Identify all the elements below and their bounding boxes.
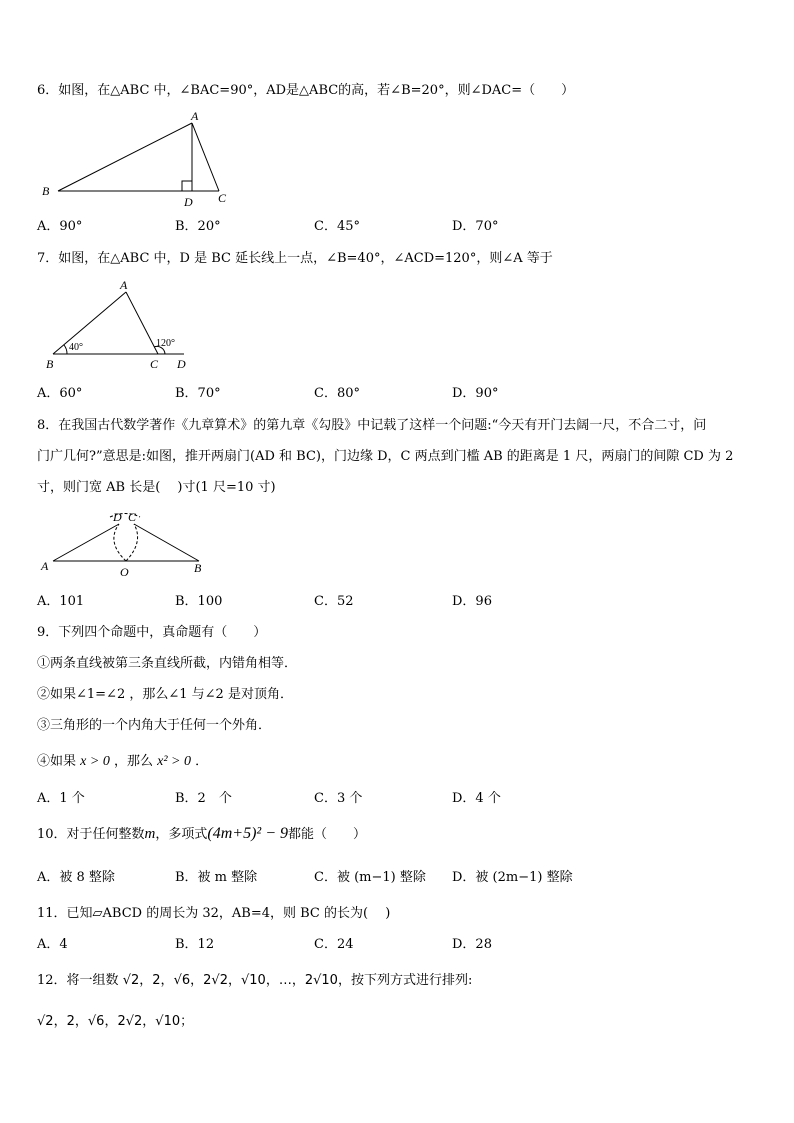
- q12-seq-4: 2√2: [203, 973, 228, 988]
- q12-row-1: √2，2，√6，2√2，√10；: [37, 1014, 194, 1029]
- q8-option-c[interactable]: C．52: [314, 594, 354, 609]
- q7-angle-acd: 120°: [156, 338, 175, 349]
- q7-option-a[interactable]: A．60°: [37, 386, 83, 401]
- q8-stem-line3: 寸，则门宽 AB 长是( )寸(1 尺=10 寸): [37, 480, 276, 495]
- q8-label-o: O: [120, 565, 129, 579]
- q8-option-a[interactable]: A．101: [37, 594, 85, 609]
- q8-option-b[interactable]: B．100: [175, 594, 223, 609]
- q10-option-c[interactable]: C．被 (m−1) 整除: [314, 870, 426, 885]
- q12-row1-item-1: √2: [37, 1014, 54, 1029]
- q7-label-a: A: [120, 278, 128, 292]
- q11-option-a[interactable]: A．4: [37, 937, 68, 952]
- q12-seq-5: √10: [240, 973, 266, 988]
- q6-option-b[interactable]: B．20°: [175, 219, 221, 234]
- q6-option-d[interactable]: D．70°: [452, 219, 499, 234]
- q12-stem: 12．将一组数 √2，2，√6，2√2，√10，…，2√10，按下列方式进行排列:: [37, 973, 473, 988]
- q12-seq-3: √6: [173, 973, 191, 988]
- q12-row1-item-3: √6: [87, 1014, 105, 1029]
- q9-statement-2: ②如果∠1=∠2 ，那么∠1 与∠2 是对顶角．: [37, 687, 293, 702]
- q8-label-a: A: [41, 559, 49, 573]
- q7-angle-b: 40°: [69, 342, 83, 353]
- q12-row1-item-5: √10: [155, 1014, 181, 1029]
- q6-label-b: B: [42, 184, 50, 198]
- q8-label-c: C: [128, 510, 137, 524]
- q12-seq-ellipsis: …: [278, 973, 292, 988]
- q6-option-a[interactable]: A．90°: [37, 219, 83, 234]
- q11-stem: 11．已知▱ABCD 的周长为 32，AB=4，则 BC 的长为( ): [37, 906, 391, 921]
- q11-option-b[interactable]: B．12: [175, 937, 215, 952]
- q11-option-d[interactable]: D．28: [452, 937, 492, 952]
- q7-option-b[interactable]: B．70°: [175, 386, 221, 401]
- q9-condition: x > 0: [80, 754, 110, 769]
- q12-seq-last: 2√10: [304, 973, 338, 988]
- q7-stem: 7．如图，在△ABC 中，D 是 BC 延长线上一点，∠B=40°，∠ACD=120°，则∠A 等于: [37, 251, 553, 266]
- q6-label-a: A: [191, 109, 199, 123]
- q8-figure: [36, 504, 216, 584]
- q8-stem-line2: 门广几何?”意思是:如图，推开两扇门(AD 和 BC)，门边缘 D，C 两点到门槛 AB 的距离是 1 尺，两扇门的间隙 CD 为 2: [37, 449, 734, 464]
- q9-option-b[interactable]: B．2 个: [175, 791, 232, 806]
- q9-statement-1: ①两条直线被第三条直线所截，内错角相等．: [37, 656, 298, 671]
- q10-var: m: [144, 826, 156, 842]
- q6-figure: [36, 108, 236, 208]
- q12-row1-item-2: 2: [66, 1014, 75, 1029]
- q8-option-d[interactable]: D．96: [452, 594, 492, 609]
- q9-option-a[interactable]: A．1 个: [37, 791, 85, 806]
- q7-option-d[interactable]: D．90°: [452, 386, 499, 401]
- q6-option-c[interactable]: C．45°: [314, 219, 360, 234]
- q7-label-b: B: [46, 357, 54, 371]
- q8-label-b: B: [194, 561, 202, 575]
- q7-label-c: C: [150, 357, 159, 371]
- q9-statement-4: ④如果 x > 0 ，那么 x² > 0 ．: [37, 754, 209, 769]
- q6-label-d: D: [184, 195, 193, 208]
- q6-stem: 6．如图，在△ABC 中，∠BAC=90°，AD是△ABC的高，若∠B=20°，则∠DAC=（ ）: [37, 83, 575, 98]
- q10-expression: (4m+5)² − 9: [207, 825, 289, 842]
- q7-option-c[interactable]: C．80°: [314, 386, 360, 401]
- q10-option-d[interactable]: D．被 (2m−1) 整除: [452, 870, 573, 885]
- q10-option-b[interactable]: B．被 m 整除: [175, 870, 258, 885]
- q8-stem-line1: 8．在我国古代数学著作《九章算术》的第九章《勾股》中记载了这样一个问题:“今天有开门去阔一尺，不合二寸，问: [37, 418, 707, 433]
- q9-statement-3: ③三角形的一个内角大于任何一个外角．: [37, 718, 272, 733]
- q12-seq-1: √2: [122, 973, 140, 988]
- q10-option-a[interactable]: A．被 8 整除: [37, 870, 115, 885]
- q7-label-d: D: [177, 357, 186, 371]
- q8-label-d: D: [113, 510, 122, 524]
- q12-row1-item-4: 2√2: [117, 1014, 143, 1029]
- q10-stem: 10．对于任何整数m，多项式(4m+5)² − 9都能（ ）: [37, 825, 367, 842]
- q7-figure: [36, 276, 206, 376]
- q9-option-c[interactable]: C．3 个: [314, 791, 363, 806]
- q12-seq-2: 2: [152, 973, 161, 988]
- q11-option-c[interactable]: C．24: [314, 937, 354, 952]
- q9-conclusion: x² > 0: [157, 754, 191, 769]
- q6-label-c: C: [218, 191, 227, 205]
- q9-option-d[interactable]: D．4 个: [452, 791, 501, 806]
- q9-stem: 9．下列四个命题中，真命题有（ ）: [37, 625, 267, 640]
